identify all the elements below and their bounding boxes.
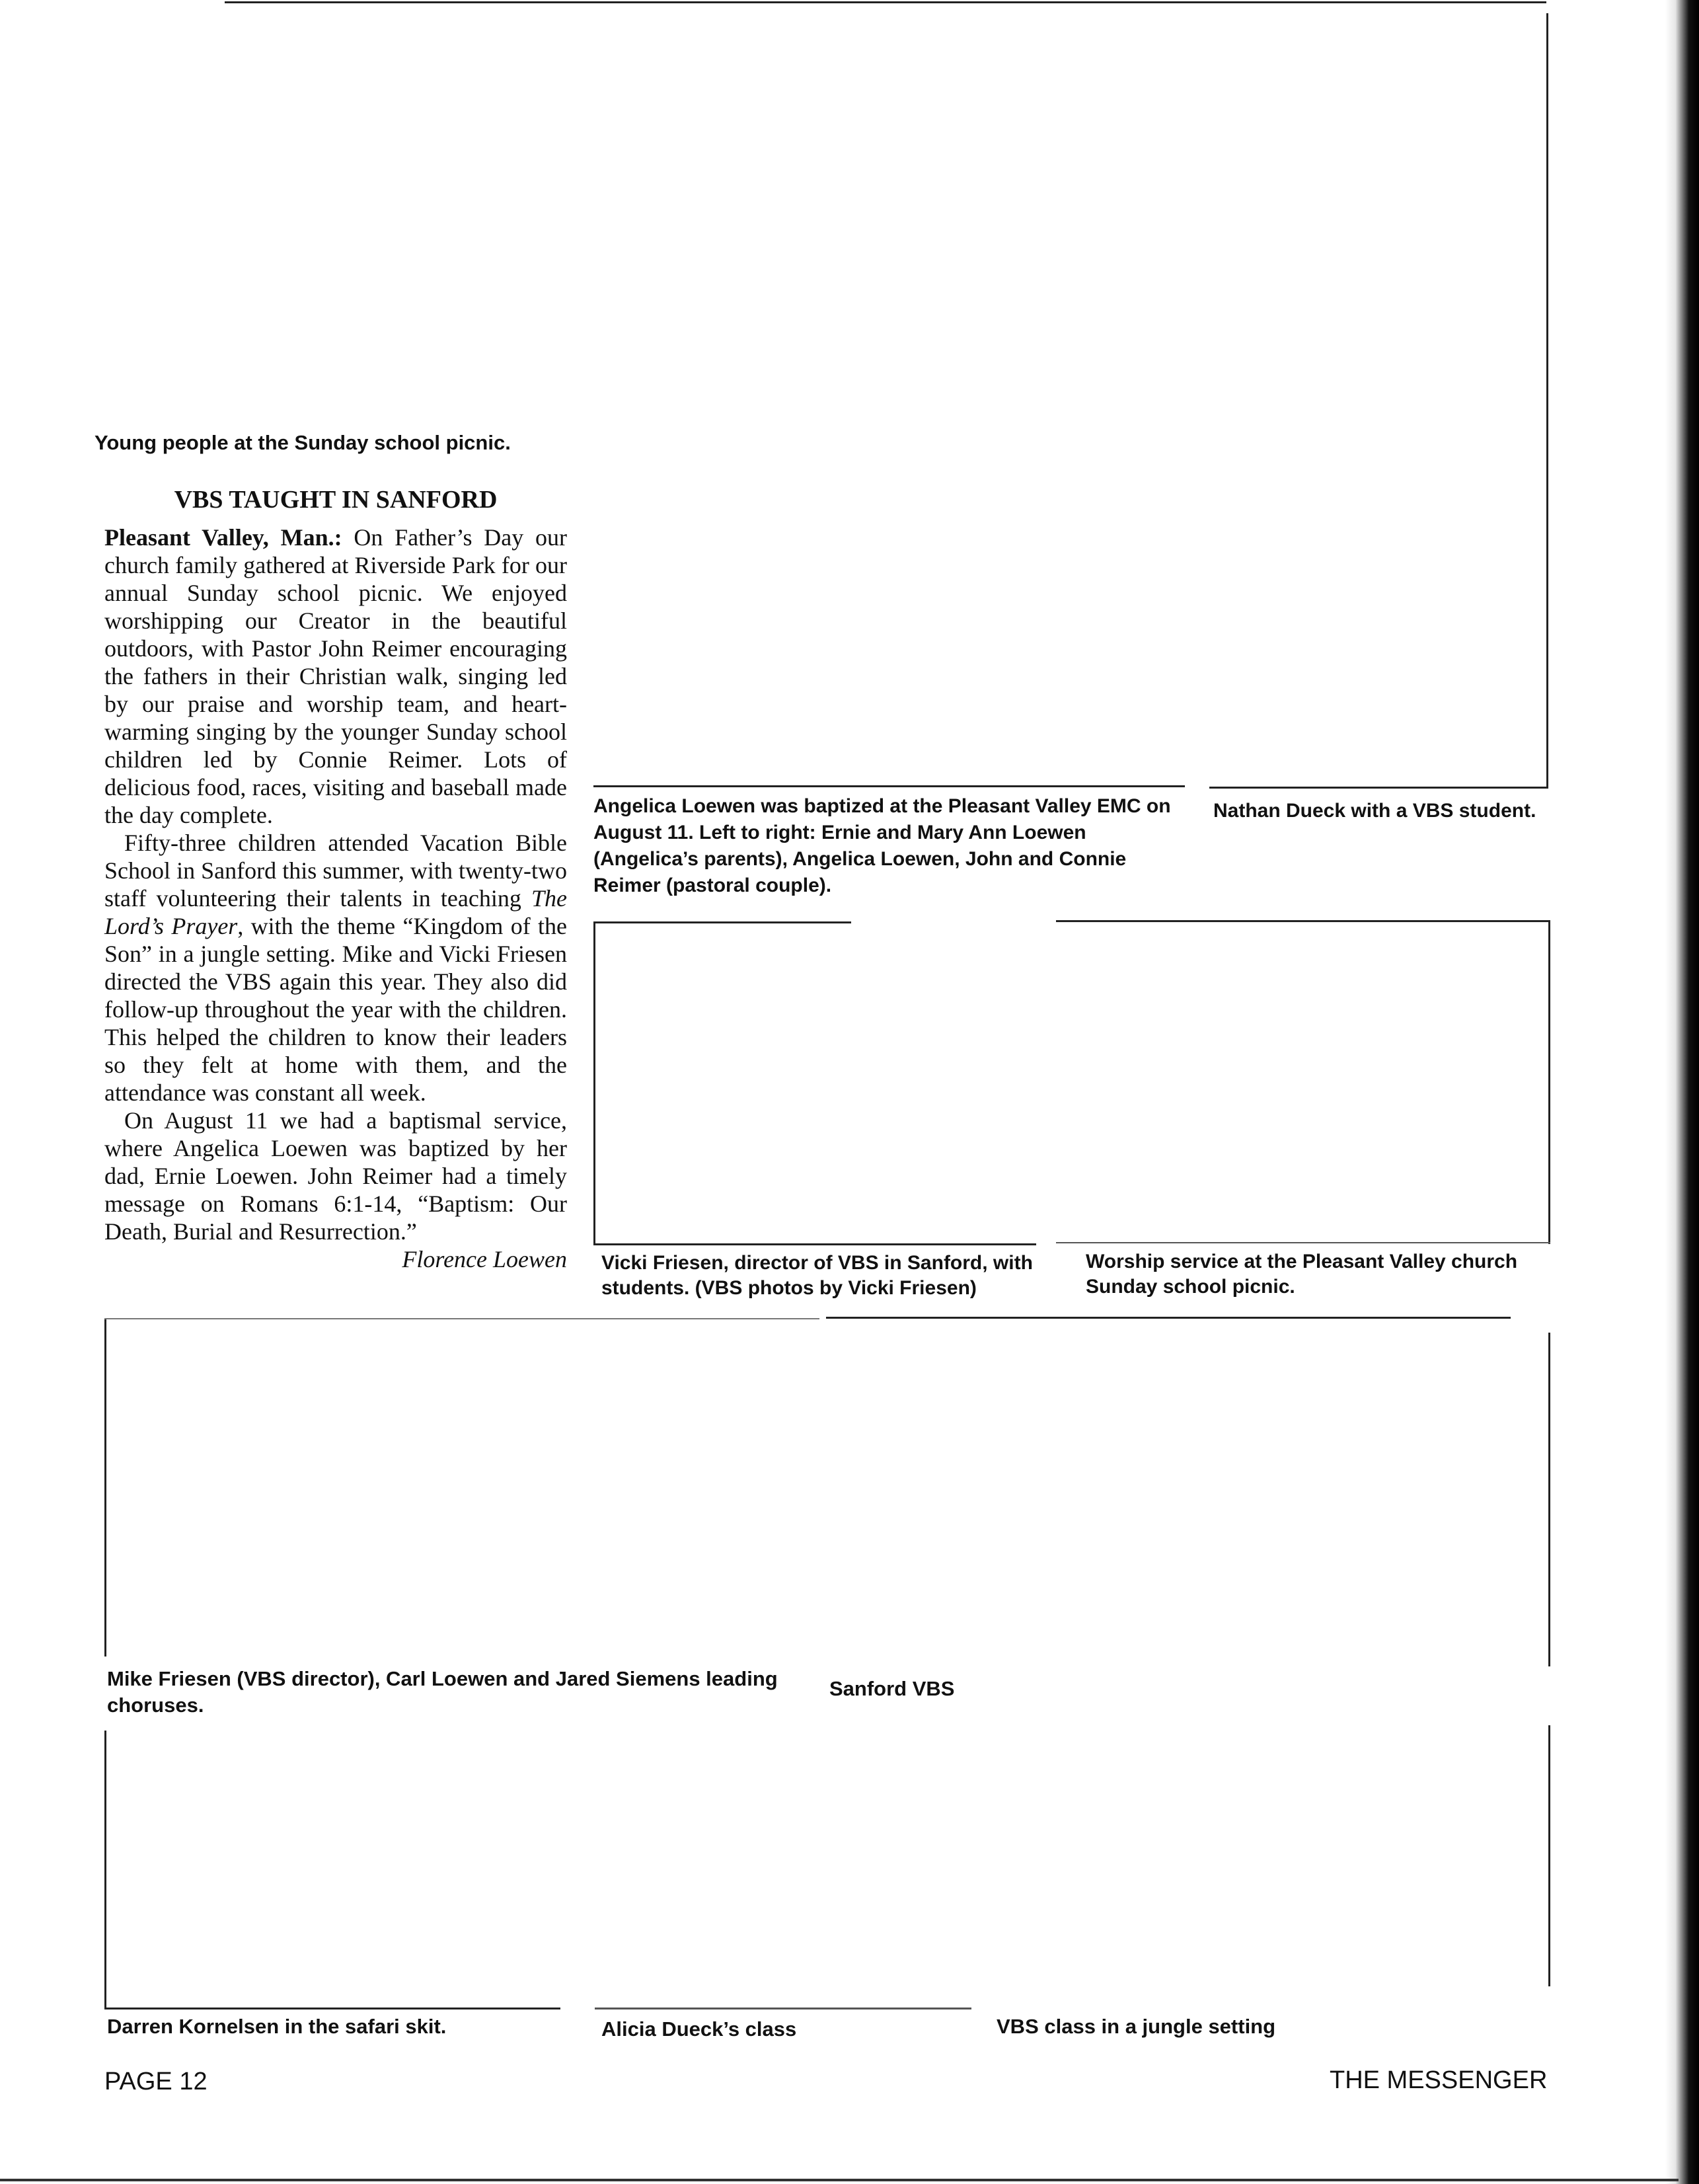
- rule-sanford-photo-top: [826, 1317, 1511, 1319]
- photo-sanford-vbs: [826, 1319, 1550, 1670]
- caption-vbs-jungle: VBS class in a jungle setting: [997, 2015, 1276, 2038]
- photo-young-people-picnic: [99, 13, 1546, 423]
- bottom-rule: [0, 2179, 1679, 2181]
- article-paragraph-2: Fifty-three children attended Vacation Bible School in Sanford this summer, with twenty-two staff volunteering their talents in teaching The Lord’s Prayer, with the theme “Kingdom of the Son” in a jungle setting. Mike and Vicki Friesen directed the VBS again this year. They also did follow-up throughout the year with the children. This helped the children to know their leaders so they felt at home with them, and the attendance was constant all week.: [104, 830, 567, 1106]
- publication-name: THE MESSENGER: [1330, 2066, 1548, 2094]
- photo-mike-friesen: [104, 1319, 818, 1657]
- page-number: PAGE 12: [104, 2068, 208, 2095]
- caption-picnic-young-people: Young people at the Sunday school picnic.: [94, 431, 511, 454]
- caption-vicki-friesen: Vicki Friesen, director of VBS in Sanford, with students. (VBS photos by Vicki Friesen): [601, 1252, 1033, 1299]
- article-dateline: Pleasant Valley, Man.:: [104, 524, 342, 551]
- article-paragraph-1-text: On Father’s Day our church family gathered at Riverside Park for our annual Sunday school picnic. We enjoyed worshipping our Creator in the beautiful outdoors, with Pastor John Reimer encouraging the fathers in their Christian walk, singing led by our praise and worship team, and heart-warming singing by the younger Sunday school children led by Connie Reimer. Lots of delicious food, races, visiting and baseball made the day complete.: [104, 524, 567, 828]
- lords-prayer-title: The Lord’s Prayer: [104, 885, 567, 939]
- caption-mike-friesen: Mike Friesen (VBS director), Carl Loewen and Jared Siemens leading choruses.: [107, 1667, 778, 1717]
- rule-angelica-photo: [593, 785, 1185, 787]
- top-rule: [225, 1, 1546, 3]
- caption-worship-service: Worship service at the Pleasant Valley church Sunday school picnic.: [1086, 1251, 1518, 1298]
- caption-alicia-dueck: Alicia Dueck’s class: [601, 2017, 797, 2041]
- article-paragraph-3: On August 11 we had a baptismal service, where Angelica Loewen was baptized by her dad, Ernie Loewen. John Reimer had a timely message on Romans 6:1-14, “Baptism: Our Death, Burial and Resurrection.”: [104, 1107, 567, 1245]
- caption-sanford-vbs: Sanford VBS: [829, 1677, 955, 1700]
- rule-nathan-photo: [1209, 787, 1548, 789]
- article-paragraph-1: [104, 524, 567, 829]
- photo-vicki-friesen: [593, 921, 1036, 1245]
- caption-darren-kornelsen: Darren Kornelsen in the safari skit.: [107, 2015, 447, 2038]
- caption-angelica-baptism: Angelica Loewen was baptized at the Pleasant Valley EMC on August 11. Left to right: Ernie and Mary Ann Loewen (Angelica’s parents), Angelica Loewen, John and Connie Reimer (pastoral couple).: [593, 795, 1171, 896]
- article-body: [104, 524, 567, 1273]
- photo-darren-kornelsen: [104, 1731, 560, 2009]
- photo-vbs-jungle: [991, 1725, 1550, 2009]
- photo-worship-service: [1056, 920, 1550, 1244]
- caption-nathan-dueck: Nathan Dueck with a VBS student.: [1213, 800, 1536, 822]
- scan-edge: [1665, 0, 1699, 2184]
- article-byline: Florence Loewen: [402, 1246, 567, 1272]
- article-headline: VBS TAUGHT IN SANFORD: [174, 486, 498, 514]
- photo-alicia-dueck: [595, 1731, 978, 2009]
